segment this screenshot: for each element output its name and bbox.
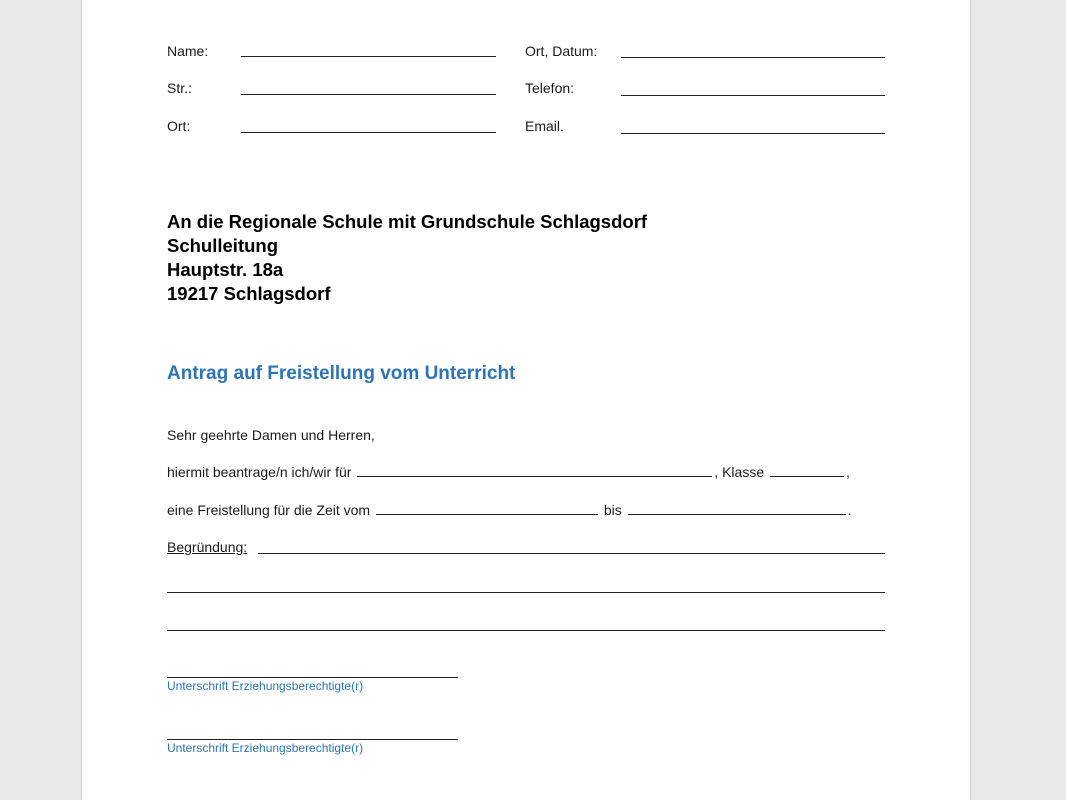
bis-label: bis [603,502,622,518]
signature-line-2[interactable] [167,739,458,740]
class-field[interactable] [770,464,844,477]
name-label: Name: [167,43,209,59]
recipient-line-2: Schulleitung [167,235,278,256]
request-end: , [846,464,850,480]
to-date-field[interactable] [628,502,846,515]
reason-line-3[interactable] [167,630,885,631]
period-line [167,502,852,518]
reason-line-2[interactable] [167,592,885,593]
request-text: hiermit beantrage/n ich/wir für [167,464,352,480]
email-field-line[interactable] [621,133,885,134]
signature-caption-2: Unterschrift Erziehungsberechtigte(r) [167,741,364,755]
student-name-field[interactable] [357,464,712,477]
place-date-label: Ort, Datum: [525,43,598,59]
recipient-line-3: Hauptstr. 18a [167,259,284,280]
phone-field-line[interactable] [621,95,885,96]
period-text: eine Freistellung für die Zeit vom [167,502,371,518]
reason-label: Begründung: [167,539,248,555]
period-end: . [847,502,852,518]
city-label: Ort: [167,118,191,134]
class-label: , Klasse [714,464,765,480]
recipient-line-1: An die Regionale Schule mit Grundschule Schlagsdorf [167,211,648,232]
from-date-field[interactable] [376,502,598,515]
street-field-line[interactable] [241,94,496,95]
subject-heading: Antrag auf Freistellung vom Unterricht [167,363,516,384]
recipient-address [167,210,647,306]
reason-line-1[interactable] [258,553,885,554]
signature-line-1[interactable] [167,677,458,678]
name-field-line[interactable] [241,56,496,57]
signature-caption-1: Unterschrift Erziehungsberechtigte(r) [167,679,364,693]
street-label: Str.: [167,80,192,96]
document-page [81,0,971,800]
salutation: Sehr geehrte Damen und Herren, [167,427,375,443]
place-date-field-line[interactable] [621,57,885,58]
recipient-line-4: 19217 Schlagsdorf [167,283,331,304]
request-line [167,464,850,480]
email-label: Email. [525,118,564,134]
phone-label: Telefon: [525,80,575,96]
city-field-line[interactable] [241,132,496,133]
